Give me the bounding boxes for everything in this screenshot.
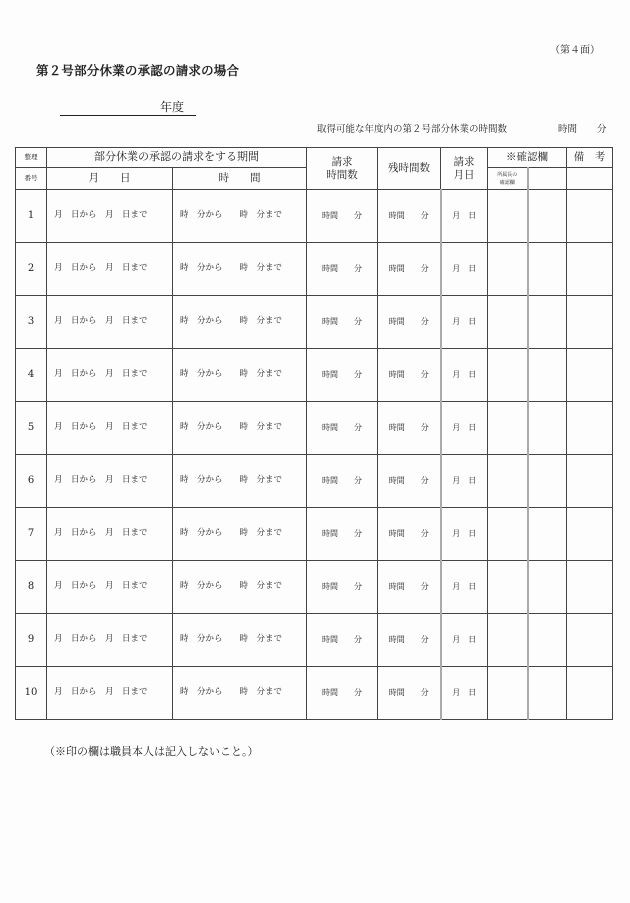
remarks-cell[interactable] (567, 402, 613, 455)
confirm-cell[interactable] (528, 349, 567, 402)
request-date-cell[interactable]: 月 日 (441, 508, 488, 561)
request-date-cell[interactable]: 月 日 (441, 667, 488, 720)
remarks-cell[interactable] (567, 243, 613, 296)
page-number-label: （第４面） (550, 45, 600, 56)
time-range-cell[interactable]: 時 分から 時 分まで (173, 561, 307, 614)
header-month-day: 月 日 (47, 168, 173, 190)
header-period: 部分休業の承認の請求をする期間 (47, 148, 307, 168)
row-number: 4 (16, 349, 47, 402)
requested-hours-cell[interactable]: 時間 分 (307, 296, 378, 349)
date-range-cell[interactable]: 月 日から 月 日まで (47, 349, 173, 402)
header-requested-hours-line2: 時間数 (326, 168, 358, 181)
supervisor-confirm-cell[interactable] (488, 667, 528, 720)
table-row (16, 667, 613, 720)
time-range-cell[interactable]: 時 分から 時 分まで (173, 349, 307, 402)
confirm-cell[interactable] (528, 402, 567, 455)
time-range-cell[interactable]: 時 分から 時 分まで (173, 614, 307, 667)
remarks-cell[interactable] (567, 508, 613, 561)
remaining-hours-cell[interactable]: 時間 分 (378, 296, 441, 349)
time-range-cell[interactable]: 時 分から 時 分まで (173, 243, 307, 296)
form-title: 第２号部分休業の承認の請求の場合 (36, 63, 240, 78)
table-row (16, 402, 613, 455)
remarks-cell[interactable] (567, 455, 613, 508)
confirm-cell[interactable] (528, 190, 567, 243)
request-date-cell[interactable]: 月 日 (441, 614, 488, 667)
header-confirmation: ※確認欄 (488, 148, 567, 168)
date-range-cell[interactable]: 月 日から 月 日まで (47, 455, 173, 508)
requested-hours-cell[interactable]: 時間 分 (307, 243, 378, 296)
table-row (16, 243, 613, 296)
remaining-hours-cell[interactable]: 時間 分 (378, 667, 441, 720)
table-row (16, 190, 613, 243)
row-number: 6 (16, 455, 47, 508)
date-range-cell[interactable]: 月 日から 月 日まで (47, 667, 173, 720)
available-hours-label: 取得可能な年度内の第２号部分休業の時間数 (317, 124, 508, 135)
supervisor-confirm-cell[interactable] (488, 190, 528, 243)
header-requested-hours-line1: 請求 (331, 156, 353, 169)
table-row (16, 508, 613, 561)
header-request-date-line2: 月日 (453, 168, 475, 181)
header-supervisor-line2: 確認欄 (499, 179, 515, 186)
time-range-cell[interactable]: 時 分から 時 分まで (173, 508, 307, 561)
supervisor-confirm-cell[interactable] (488, 561, 528, 614)
confirm-cell[interactable] (528, 614, 567, 667)
request-date-cell[interactable]: 月 日 (441, 296, 488, 349)
time-range-cell[interactable]: 時 分から 時 分まで (173, 402, 307, 455)
date-range-cell[interactable]: 月 日から 月 日まで (47, 614, 173, 667)
confirm-cell[interactable] (528, 508, 567, 561)
requested-hours-cell[interactable]: 時間 分 (307, 667, 378, 720)
confirm-cell[interactable] (528, 455, 567, 508)
header-supervisor-confirm (488, 168, 528, 190)
table-row (16, 455, 613, 508)
requested-hours-cell[interactable]: 時間 分 (307, 508, 378, 561)
available-hours-unit: 時間 (558, 124, 578, 135)
header-supervisor-line1: 所属長の (497, 171, 518, 178)
header-remarks: 備 考 (567, 148, 613, 168)
footnote: （※印の欄は職員本人は記入しないこと。） (44, 745, 259, 758)
date-range-cell[interactable]: 月 日から 月 日まで (47, 296, 173, 349)
remarks-cell[interactable] (567, 349, 613, 402)
supervisor-confirm-cell[interactable] (488, 614, 528, 667)
remaining-hours-cell[interactable]: 時間 分 (378, 402, 441, 455)
requested-hours-cell[interactable]: 時間 分 (307, 349, 378, 402)
confirm-cell[interactable] (528, 667, 567, 720)
header-request-date-line1: 請求 (453, 156, 475, 169)
table-row (16, 349, 613, 402)
supervisor-confirm-cell[interactable] (488, 455, 528, 508)
remaining-hours-cell[interactable]: 時間 分 (378, 614, 441, 667)
row-number: 8 (16, 561, 47, 614)
request-date-cell[interactable]: 月 日 (441, 243, 488, 296)
date-range-cell[interactable]: 月 日から 月 日まで (47, 561, 173, 614)
remaining-hours-cell[interactable]: 時間 分 (378, 243, 441, 296)
date-range-cell[interactable]: 月 日から 月 日まで (47, 508, 173, 561)
header-requested-hours (307, 148, 378, 190)
time-range-cell[interactable]: 時 分から 時 分まで (173, 190, 307, 243)
header-remaining-hours: 残時間数 (378, 148, 441, 190)
table-row (16, 296, 613, 349)
confirm-cell[interactable] (528, 561, 567, 614)
requested-hours-cell[interactable]: 時間 分 (307, 455, 378, 508)
date-range-cell[interactable]: 月 日から 月 日まで (47, 243, 173, 296)
request-date-cell[interactable]: 月 日 (441, 561, 488, 614)
date-range-cell[interactable]: 月 日から 月 日まで (47, 402, 173, 455)
time-range-cell[interactable]: 時 分から 時 分まで (173, 296, 307, 349)
request-date-cell[interactable]: 月 日 (441, 455, 488, 508)
remarks-cell[interactable] (567, 190, 613, 243)
request-date-cell[interactable]: 月 日 (441, 190, 488, 243)
supervisor-confirm-cell[interactable] (488, 349, 528, 402)
partial-leave-request-table (15, 147, 613, 720)
remaining-hours-cell[interactable]: 時間 分 (378, 349, 441, 402)
requested-hours-cell[interactable]: 時間 分 (307, 402, 378, 455)
time-range-cell[interactable]: 時 分から 時 分まで (173, 455, 307, 508)
supervisor-confirm-cell[interactable] (488, 243, 528, 296)
row-number: 2 (16, 243, 47, 296)
table-row (16, 614, 613, 667)
confirm-cell[interactable] (528, 296, 567, 349)
row-number: 9 (16, 614, 47, 667)
table-row (16, 561, 613, 614)
header-confirm-blank (528, 168, 567, 190)
row-number: 1 (16, 190, 47, 243)
remarks-cell[interactable] (567, 296, 613, 349)
header-remarks-blank (567, 168, 613, 190)
header-time: 時 間 (173, 168, 307, 190)
remarks-cell[interactable] (567, 561, 613, 614)
fiscal-year-label: 年度 (159, 100, 184, 114)
row-number: 10 (16, 667, 47, 720)
date-range-cell[interactable]: 月 日から 月 日まで (47, 190, 173, 243)
fiscal-year-field[interactable] (60, 99, 196, 116)
remaining-hours-cell[interactable]: 時間 分 (378, 190, 441, 243)
requested-hours-cell[interactable]: 時間 分 (307, 561, 378, 614)
time-range-cell[interactable]: 時 分から 時 分まで (173, 667, 307, 720)
header-seiri: 整理 (16, 148, 47, 168)
request-date-cell[interactable]: 月 日 (441, 402, 488, 455)
remaining-hours-cell[interactable]: 時間 分 (378, 455, 441, 508)
remarks-cell[interactable] (567, 667, 613, 720)
request-date-cell[interactable]: 月 日 (441, 349, 488, 402)
requested-hours-cell[interactable]: 時間 分 (307, 190, 378, 243)
available-minutes-unit: 分 (597, 124, 607, 135)
supervisor-confirm-cell[interactable] (488, 402, 528, 455)
row-number: 7 (16, 508, 47, 561)
header-row-1 (16, 148, 613, 168)
supervisor-confirm-cell[interactable] (488, 508, 528, 561)
remaining-hours-cell[interactable]: 時間 分 (378, 561, 441, 614)
row-number: 3 (16, 296, 47, 349)
header-bango: 番号 (16, 168, 47, 190)
row-number: 5 (16, 402, 47, 455)
requested-hours-cell[interactable]: 時間 分 (307, 614, 378, 667)
remarks-cell[interactable] (567, 614, 613, 667)
header-request-date (441, 148, 488, 190)
supervisor-confirm-cell[interactable] (488, 296, 528, 349)
remaining-hours-cell[interactable]: 時間 分 (378, 508, 441, 561)
confirm-cell[interactable] (528, 243, 567, 296)
